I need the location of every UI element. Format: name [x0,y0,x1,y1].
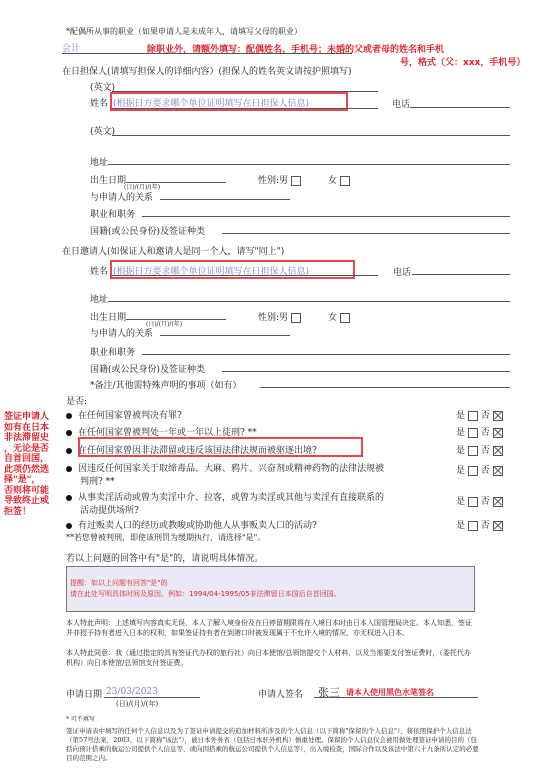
yes-checkbox[interactable] [468,446,478,456]
guarantor-heading: 在日担保人(请填写担保人的详细内容）(担保人的姓名英文请按护照填写) [62,67,352,77]
no-label: 否 [480,466,490,476]
guarantor-nationality-line[interactable] [222,233,510,234]
side-annotation-line: 择"是"， [4,475,41,485]
yes-label: 是 [456,428,466,438]
declaration-paragraph-1: 本人特此声明：上述填写内容真实无误，本人了解入境身份及在日停留期限将在入境日本时由日本入国管理局决定。本人知悉，签证并非授予持有者进入日本的权利，如果签证持有者在到港口时被发现属于不允许入境的情况，亦无权进入日本。 [66,619,472,637]
question-6-text: 有过贩卖人口的经历或教唆或协助他人从事贩卖人口的活动? [78,521,317,531]
guarantor-en2-line[interactable] [112,135,510,136]
inviter-name-label: 姓名 [90,267,109,277]
signature-value[interactable]: 张三 [318,686,340,699]
guarantor-en-label: (英文) [90,83,116,93]
signature-note: 请本人使用黑色水笔签名 [346,688,434,697]
inviter-name-value[interactable]: (根据日方要求哪个单位证明填写在日担保人信息) [113,267,310,277]
guarantor-male-label: 性别:男 [258,176,289,186]
bullet-icon [66,495,72,501]
side-annotation-line: 自首回国， [4,454,50,464]
yes-label: 是 [456,497,466,507]
questions-intro: 是否: [66,397,88,407]
no-checkbox-checked[interactable] [493,446,503,456]
side-annotation-line: ，无论是否 [4,443,50,454]
guarantor-phone-line[interactable] [410,107,510,108]
inviter-dob-hint: (日)/(月)/(年) [146,321,183,328]
inviter-male-checkbox[interactable] [291,313,301,323]
inviter-sex-wrap [258,310,301,323]
details-label: 若以上问题的回答中有"是"的，请说明具体情况。 [66,554,264,564]
guarantor-male-checkbox[interactable] [291,176,301,186]
date-hint: (日)/(月)/(年) [116,700,159,708]
spouse-annotation-1: 除职业外，请额外填写：配偶姓名、手机号；未婚的父或者母的姓名和手机 [147,45,445,55]
optional-note: * 可不填写 [66,716,95,723]
no-label: 否 [480,411,490,421]
question-4 [66,461,384,474]
question-1 [66,408,182,421]
inviter-name-line [112,275,378,276]
bullet-icon [66,413,72,419]
signature-label: 申请人签名 [258,690,304,700]
inviter-female-wrap [328,310,350,323]
question-4-cont: 判刑? ** [80,477,115,487]
inviter-job-label: 职业和职务 [90,348,136,358]
guarantor-address-line[interactable] [108,164,510,165]
side-annotation-line: 签证申请人 [4,412,50,422]
guarantor-female-checkbox[interactable] [340,176,350,186]
guarantor-job-label: 职业和职务 [90,210,136,220]
yes-label: 是 [456,446,466,456]
answer-2 [456,425,503,438]
no-label: 否 [480,428,490,438]
no-checkbox-checked[interactable] [493,411,503,421]
side-annotation-line: 非法滞留史 [4,433,50,443]
date-value[interactable]: 23/03/2023 [106,687,158,697]
guarantor-dob-label: 出生日期 [90,176,127,186]
inviter-remarks-label: *备注/其他需特殊声明的事项（如有） [90,381,242,391]
spouse-occupation-value[interactable]: 会计 [62,44,81,54]
inviter-address-line[interactable] [108,301,510,302]
no-checkbox-checked[interactable] [493,521,503,531]
bullet-icon [66,448,72,454]
no-label: 否 [480,521,490,531]
yes-checkbox[interactable] [468,521,478,531]
guarantor-phone-label: 电话 [392,100,411,110]
question-6 [66,518,317,531]
guarantor-relation-label: 与申请人的关系 [90,193,154,203]
answer-4 [456,463,503,476]
inviter-relation-line[interactable] [160,335,290,336]
details-textbox[interactable] [66,566,475,612]
inviter-male-label: 性别:男 [258,313,289,323]
guarantor-dob-hint: (日)/(月)/(年) [124,184,161,191]
bullet-icon [66,430,72,436]
question-1-text: 在任何国家曾被判决有罪? [78,411,182,421]
inviter-heading: 在日邀请人(如保证人和邀请人是同一个人，请写"同上") [62,247,285,257]
no-label: 否 [480,446,490,456]
guarantor-sex-label [258,173,301,186]
inviter-remarks-line[interactable] [260,387,510,388]
yes-label: 是 [456,521,466,531]
date-label: 申请日期 [66,690,103,700]
inviter-address-label: 地址 [90,295,109,305]
inviter-phone-label: 电话 [393,268,412,278]
yes-checkbox[interactable] [468,428,478,438]
question-3-text: 在任何国家曾因非法滞留或违反该国法律法规而被驱逐出境? [78,446,317,456]
no-checkbox-checked[interactable] [493,428,503,438]
no-checkbox-checked[interactable] [493,466,503,476]
inviter-dob-label: 出生日期 [90,313,127,323]
question-3-highlight [78,437,363,457]
guarantor-female-label: 女 [328,176,338,186]
question-5-text: 从事卖淫活动或曾为卖淫中介、拉客，或曾为卖淫或其他与卖淫有直接联系的 [78,493,385,503]
spouse-annotation-2: 号，格式（父：xxx，手机号） [400,58,526,68]
guarantor-female-wrap [328,173,350,186]
guarantor-relation-line[interactable] [160,199,290,200]
yes-label: 是 [456,466,466,476]
yes-label: 是 [456,411,466,421]
details-hint-2: 请在此处写明具体时间及原因。例如：1994/04-1995/05非法滞留日本国后自首回国。 [70,590,341,598]
bullet-icon [66,466,72,472]
side-annotation-line: 如有在日本 [4,422,50,433]
privacy-paragraph: 签证申请表中填写的任何个人信息以及为了签证申请提交的追加材料所涉及的个人信息（以下简称"保留的个人信息"），将依照保护个人信息法（第57号法案，2003，以下简称"该法"），被日本外务省（包括日本驻外机构）慎重处理。保留的个人信息仅会被用做处理签证申请的目的（包括向预计搭乘的航运公司提供个人信息等，或向因搭乘的航运公司提供个人信息等），出入境检查，国际合作以及该法中第六十九条所认定的必要目的范围之内。 [66,727,479,762]
inviter-nationality-line[interactable] [222,371,510,372]
yes-checkbox[interactable] [468,466,478,476]
no-checkbox-checked[interactable] [493,497,503,507]
guarantor-name-line [112,108,378,109]
guarantor-job-line[interactable] [142,216,510,217]
guarantor-nationality-label: 国籍(或公民身份)及签证种类 [90,227,206,237]
inviter-relation-label: 与申请人的关系 [90,329,154,339]
date-line [104,697,200,698]
guarantor-address-label: 地址 [90,158,109,168]
side-annotation [4,412,49,517]
inviter-job-line[interactable] [142,354,510,355]
spouse-occupation-label: *配偶所从事的职业（如果申请人是未成年人，请填写父母的职业） [66,27,302,36]
details-hint-1: 提醒：如以上问题有回答"是"的 [70,579,168,587]
answer-1 [456,408,503,421]
question-5-cont: 活动提供场所? [80,506,139,516]
question-4-text: 因违反任何国家关于取缔毒品、大麻、鸦片、兴奋剂或精神药物的法律法规被 [78,464,385,474]
answer-3 [456,443,503,456]
answer-5 [456,494,503,507]
question-2-text: 在任何国家曾被判处一年或一年以上徒刑? ** [78,428,257,438]
yes-checkbox[interactable] [468,411,478,421]
bullet-icon [66,523,72,529]
inviter-female-label: 女 [328,313,338,323]
declaration-paragraph-2: 本人特此同意：我（通过指定的具有签证代办权的旅行社）向日本使馆/总领馆提交个人材料，以及当需要支付签证费时，（委托代办机构）向日本使馆/总领馆支付签证费。 [66,649,471,667]
inviter-female-checkbox[interactable] [340,313,350,323]
side-annotation-line: 此项仍然选 [4,464,50,475]
guarantor-name-value[interactable]: (根据日方要求哪个单位证明填写在日担保人信息) [113,99,310,109]
no-label: 否 [480,497,490,507]
side-annotation-line: 否则将可能 [4,485,50,496]
inviter-nationality-label: 国籍(或公民身份)及签证种类 [90,365,206,375]
inviter-name-highlight [110,260,355,279]
guarantor-name-label: 姓名 [90,99,109,109]
side-annotation-line: 拒签！ [4,506,32,517]
inviter-phone-line[interactable] [412,274,510,275]
side-annotation-line: 导致终止或 [4,496,50,506]
question-5 [66,490,384,503]
guarantor-en2-label: (英文) [90,127,116,137]
yes-checkbox[interactable] [468,497,478,507]
questions-footnote: **若您曾被判刑，即使该刑罚为缓期执行，请选择"是"。 [66,533,266,542]
answer-6 [456,518,503,531]
